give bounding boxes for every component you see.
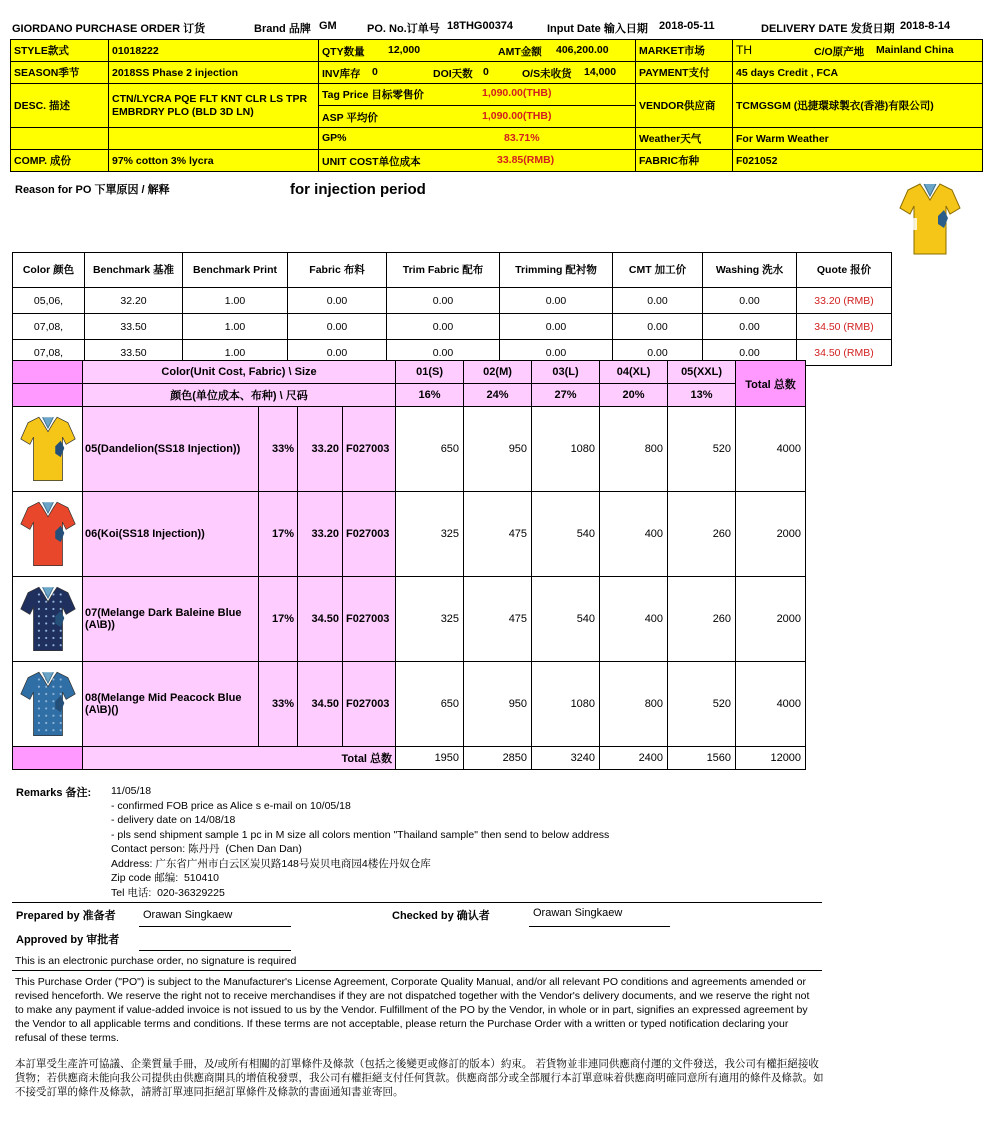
brand-label: Brand 品牌 [254,23,311,35]
cost-cell: 07,08, [13,314,85,340]
blank-cell [13,747,83,770]
size-row [13,577,806,662]
color-percent: 33% [259,407,298,492]
cost-cell: 33.50 [85,340,183,366]
quote-cell: 34.50 (RMB) [797,314,892,340]
cost-cell: 0.00 [500,314,613,340]
po-info-grid [10,39,983,172]
size-total: 2850 [464,747,532,770]
po-value: 18THG00374 [447,20,514,32]
legal-text-chinese: 本訂單受生產許可協議、企業質量手冊，及/或所有相關的訂單條件及條款（包括之後變更或修訂的版本）約束。 若貨物並非連同供應商付運的文件發送，我公司有權拒絕接收貨物；若供應商未能向我公司提供由供應商開具的增值稅發票，我公司有權拒絕支付任何貨款。供應商部分或全部履行本訂單意味着供應商明確同意所有適用的條件及條款。如不接受訂單的條件及條款，請將訂單連同拒絕訂單條件及條款的書面通知書並寄回。 [15,1058,824,1098]
cost-cell: 0.00 [500,340,613,366]
electronic-note: This is an electronic purchase order, no signature is required [15,955,297,967]
shirt-image [19,581,77,655]
cost-col-header: Fabric 布料 [288,253,387,288]
divider [12,902,822,903]
style-value: 01018222 [109,40,319,62]
total-row-label: Total 总数 [83,747,396,770]
season-value: 2018SS Phase 2 injection [109,62,319,84]
amt-value: 406,200.00 [556,44,609,56]
size-qty: 1080 [532,407,600,492]
prepared-by-label: Prepared by 准备者 [16,910,116,922]
gp-value: 83.71% [504,132,540,144]
cost-cell: 07,08, [13,340,85,366]
unit-cost-label: UNIT COST单位成本 [322,156,421,168]
inv-label: INV库存 [322,68,361,80]
blank-cell [109,128,319,150]
color-fabric: F027003 [343,407,396,492]
size-ratio: 16% [396,384,464,407]
size-total: 1950 [396,747,464,770]
shirt-image [19,411,77,485]
cost-cell: 0.00 [387,288,500,314]
size-qty: 325 [396,577,464,662]
qty-label: QTY数量 [322,46,365,58]
blank-cell [13,384,83,407]
cost-cell: 0.00 [613,340,703,366]
size-ratio: 13% [668,384,736,407]
color-unit-cost: 34.50 [298,662,343,747]
os-value: 14,000 [584,66,617,78]
size-qty: 950 [464,662,532,747]
origin-label: C/O原产地 [814,46,865,58]
product-shirt-image [898,178,962,258]
size-label: 02(M) [464,361,532,384]
color-swatch-cell [13,662,83,747]
comp-label: COMP. 成份 [11,150,109,172]
cost-row [13,314,892,340]
cost-cell: 0.00 [703,288,797,314]
color-name: 05(Dandelion(SS18 Injection)) [83,407,259,492]
approved-by-label: Approved by 审批者 [16,934,120,946]
season-label: SEASON季节 [11,62,109,84]
cost-cell: 0.00 [703,314,797,340]
size-qty: 540 [532,492,600,577]
size-qty: 475 [464,492,532,577]
cost-cell: 33.50 [85,314,183,340]
size-header-cn: 颜色(单位成本、布种) \ 尺码 [83,384,396,407]
signature-line [139,926,291,927]
cost-cell: 0.00 [288,314,387,340]
size-qty: 950 [464,407,532,492]
cost-col-header: Benchmark Print [183,253,288,288]
size-total: 3240 [532,747,600,770]
grand-total: 12000 [736,747,806,770]
blank-cell [13,361,83,384]
quote-cell: 33.20 (RMB) [797,288,892,314]
cost-row [13,288,892,314]
color-unit-cost: 33.20 [298,492,343,577]
fabric-label: FABRIC布种 [636,150,733,172]
inv-value: 0 [372,66,378,78]
blank-cell [11,128,109,150]
size-label: 04(XL) [600,361,668,384]
size-qty: 540 [532,577,600,662]
origin-value: Mainland China [876,44,954,56]
comp-value: 97% cotton 3% lycra [109,150,319,172]
legal-text-english: This Purchase Order ("PO") is subject to the Manufacturer's License Agreement, Corporate Quality Manual, and/or all relevant PO conditions and agreements amended or revised henceforth. We reserve the right not to receive merchandises if they are not dispatched together with the Vendor's delivery documents, and we reserve the right not to make any payment if value-added invoice is not issued to us by the Vendor. Fulfillment of the PO by the Vendor, in whole or in part, signifies an expressed agreement by the Vendor to all applicable terms and conditions. If these terms are not acceptable, please return the Purchase Order with a written or typed notification declaring your refusal of these terms. [15,976,810,1044]
company-title: GIORDANO PURCHASE ORDER 订货 [12,23,206,35]
color-percent: 17% [259,492,298,577]
payment-value: 45 days Credit , FCA [733,62,983,84]
input-date-label: Input Date 输入日期 [547,23,648,35]
cost-breakdown-table [12,252,892,366]
quote-cell: 34.50 (RMB) [797,340,892,366]
cost-cell: 0.00 [387,340,500,366]
color-unit-cost: 33.20 [298,407,343,492]
color-fabric: F027003 [343,662,396,747]
cost-cell: 0.00 [613,288,703,314]
size-breakdown-table [12,360,806,770]
qty-value: 12,000 [388,44,421,56]
cost-cell: 0.00 [500,288,613,314]
cost-cell: 0.00 [288,340,387,366]
fabric-value: F021052 [733,150,983,172]
cost-cell: 1.00 [183,288,288,314]
size-qty: 520 [668,407,736,492]
color-unit-cost: 34.50 [298,577,343,662]
cost-header-row [13,253,892,288]
desc-value: CTN/LYCRA PQE FLT KNT CLR LS TPR EMBRDRY PLO (BLD 3D LN) [109,84,319,128]
cost-col-header: Washing 洗水 [703,253,797,288]
reason-value: for injection period [290,181,426,198]
size-qty: 800 [600,407,668,492]
size-ratio: 20% [600,384,668,407]
cost-col-header: Quote 报价 [797,253,892,288]
cost-col-header: CMT 加工价 [613,253,703,288]
gp-label: GP% [322,132,347,144]
row-total: 2000 [736,577,806,662]
size-label: 01(S) [396,361,464,384]
input-date-value: 2018-05-11 [659,20,715,32]
color-fabric: F027003 [343,492,396,577]
size-label: 05(XXL) [668,361,736,384]
size-row [13,492,806,577]
size-qty: 325 [396,492,464,577]
size-qty: 400 [600,492,668,577]
weather-value: For Warm Weather [733,128,983,150]
delivery-date-value: 2018-8-14 [900,20,951,32]
remarks-label: Remarks 备注: [16,787,92,799]
asp-label: ASP 平均价 [322,112,378,124]
cost-cell: 1.00 [183,340,288,366]
color-swatch-cell [13,577,83,662]
size-ratio: 24% [464,384,532,407]
tag-price-value: 1,090.00(THB) [482,87,552,99]
payment-label: PAYMENT支付 [636,62,733,84]
unit-cost-value: 33.85(RMB) [497,154,555,166]
size-row [13,662,806,747]
market-value: TH [736,43,752,57]
row-total: 4000 [736,407,806,492]
signature-line [139,950,291,951]
cost-cell: 32.20 [85,288,183,314]
color-swatch-cell [13,407,83,492]
doi-label: DOI天数 [433,68,473,80]
cost-col-header: Trim Fabric 配布 [387,253,500,288]
market-label: MARKET市场 [636,40,733,62]
size-row [13,407,806,492]
tag-price-label: Tag Price 目标零售价 [322,89,424,101]
checked-by-label: Checked by 确认者 [392,910,490,922]
color-name: 06(Koi(SS18 Injection)) [83,492,259,577]
cost-col-header: Trimming 配衬物 [500,253,613,288]
size-label: 03(L) [532,361,600,384]
vendor-label: VENDOR供应商 [636,84,733,128]
divider [12,970,822,971]
cost-col-header: Color 颜色 [13,253,85,288]
cost-cell: 1.00 [183,314,288,340]
doi-value: 0 [483,66,489,78]
style-label: STYLE款式 [11,40,109,62]
reason-label: Reason for PO 下單原因 / 解释 [15,184,170,196]
size-header-en: Color(Unit Cost, Fabric) \ Size [83,361,396,384]
delivery-date-label: DELIVERY DATE 发货日期 [761,23,895,35]
size-qty: 800 [600,662,668,747]
size-qty: 520 [668,662,736,747]
row-total: 4000 [736,662,806,747]
color-percent: 33% [259,662,298,747]
size-total: 1560 [668,747,736,770]
cost-cell: 05,06, [13,288,85,314]
po-header [12,20,972,36]
size-qty: 1080 [532,662,600,747]
color-swatch-cell [13,492,83,577]
checked-by-value: Orawan Singkaew [533,907,623,919]
size-qty: 260 [668,577,736,662]
size-qty: 400 [600,577,668,662]
size-qty: 475 [464,577,532,662]
cost-cell: 0.00 [288,288,387,314]
size-total: 2400 [600,747,668,770]
prepared-by-value: Orawan Singkaew [143,909,233,921]
asp-value: 1,090.00(THB) [482,110,552,122]
po-label: PO. No.订单号 [367,23,440,35]
cost-cell: 0.00 [703,340,797,366]
brand-value: GM [319,20,337,32]
color-fabric: F027003 [343,577,396,662]
size-qty: 650 [396,407,464,492]
cost-cell: 0.00 [387,314,500,340]
size-ratio: 27% [532,384,600,407]
shirt-image [19,666,77,740]
cost-cell: 0.00 [613,314,703,340]
size-qty: 260 [668,492,736,577]
weather-label: Weather天气 [636,128,733,150]
remarks-text: 11/05/18 - confirmed FOB price as Alice s e-mail on 10/05/18 - delivery date on 14/08/18 - pls send shipment sample 1 pc in M size all colors mention "Thailand sample" then send to below address Contact person: 陈丹丹 (Chen Dan Dan) Address: 广东省广州市白云区炭贝路148号炭贝电商园4楼佐丹奴仓库 Zip code 邮编: 510410 Tel 电话: 020-36329225 [111,785,610,899]
cost-col-header: Benchmark 基准 [85,253,183,288]
color-percent: 17% [259,577,298,662]
amt-label: AMT金额 [498,46,542,58]
desc-label: DESC. 描述 [11,84,109,128]
os-label: O/S未收货 [522,68,572,80]
size-qty: 650 [396,662,464,747]
row-total: 2000 [736,492,806,577]
color-name: 08(Melange Mid Peacock Blue (A\B)() [83,662,259,747]
shirt-image [19,496,77,570]
total-header: Total 总数 [736,361,806,407]
vendor-value: TCMGSGM (迅捷環球製衣(香港)有限公司) [733,84,983,128]
signature-line [529,926,670,927]
color-name: 07(Melange Dark Baleine Blue (A\B)) [83,577,259,662]
